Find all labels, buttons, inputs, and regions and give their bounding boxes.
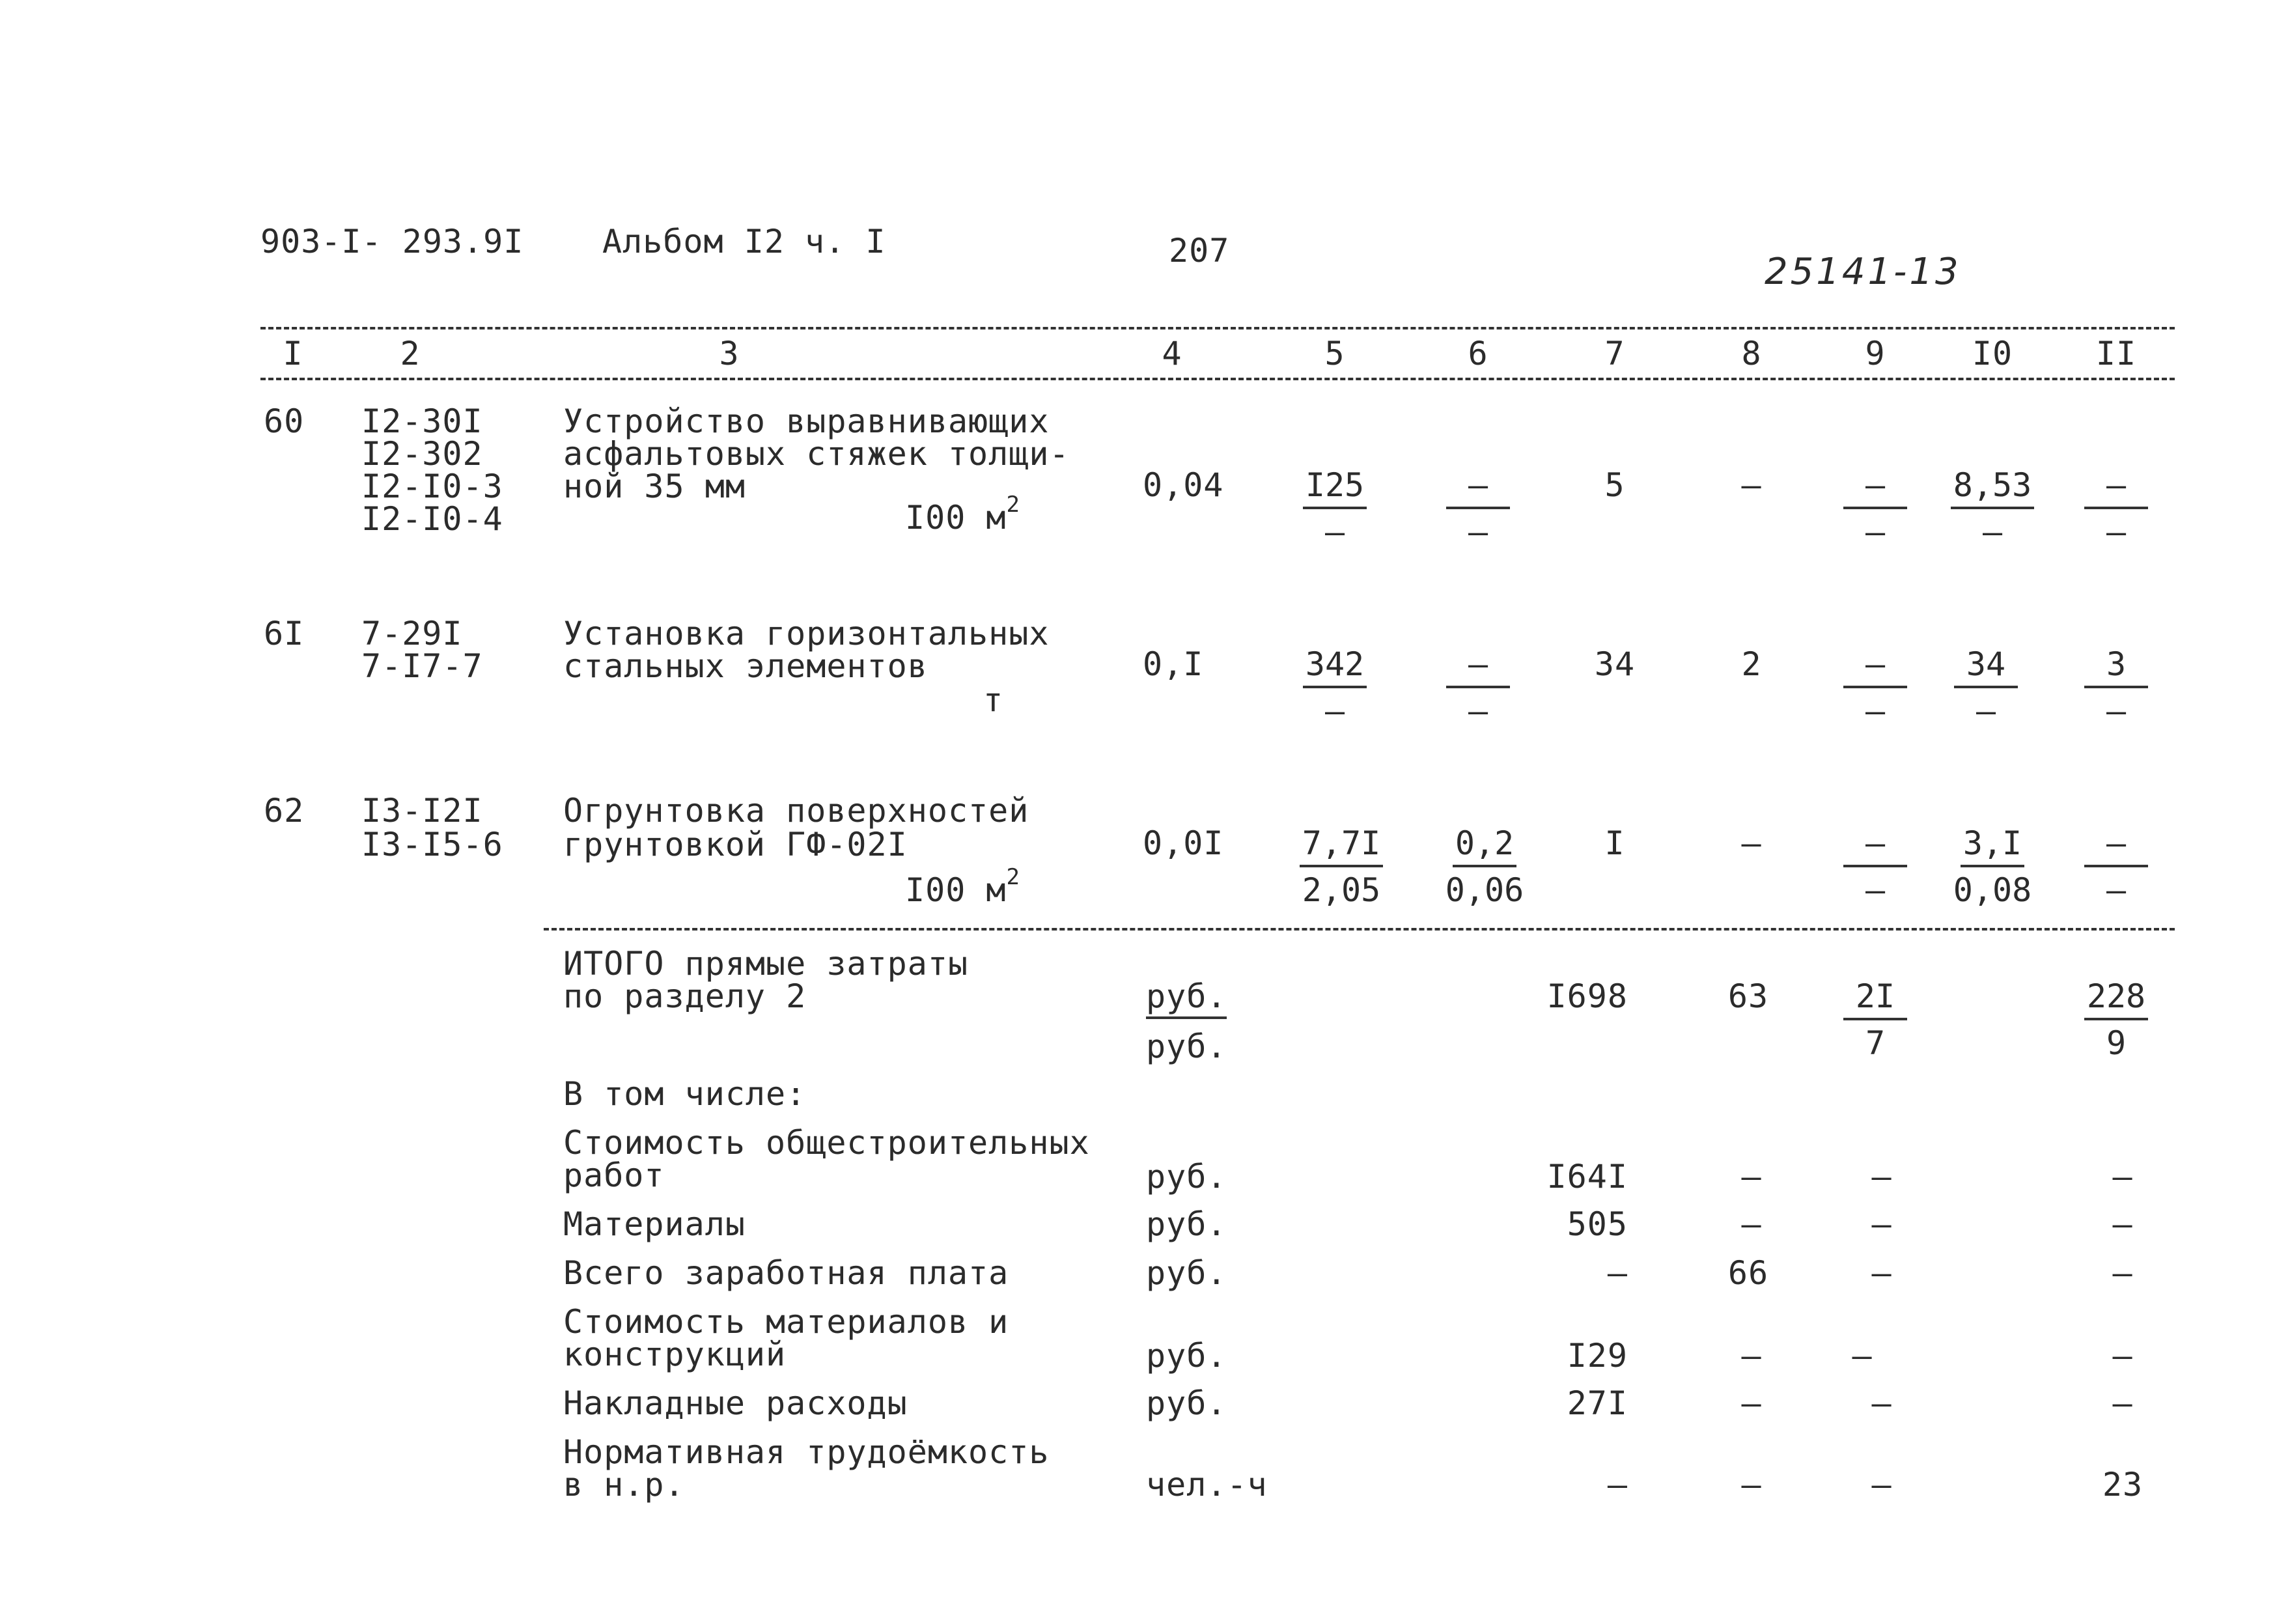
breakdown-unit: руб. (1146, 1337, 1227, 1375)
unit-of-measure: I00 $м^2$ (905, 492, 1020, 537)
col-header-1: I (283, 335, 303, 372)
col-header-10: I0 (1972, 335, 2013, 372)
col5-value: $\frac{7,7I}{2,05}$ (1296, 827, 1387, 906)
norm-code: I3-I5-6 (361, 826, 503, 863)
breakdown-col11: – (2112, 1337, 2133, 1375)
col11-value: – – (2077, 827, 2155, 906)
col10-value: 34 – (1947, 648, 2025, 727)
norm-code: I2-I0-3 (361, 468, 503, 505)
breakdown-label: Материалы (563, 1205, 746, 1243)
norm-code: I2-I0-4 (361, 500, 503, 538)
breakdown-label: Стоимость общестроительных (563, 1124, 1090, 1162)
col-header-8: 8 (1741, 335, 1762, 372)
handwritten-code: 25141-13 (1765, 251, 1961, 293)
row-number: 6I (264, 615, 305, 652)
breakdown-col8: – (1741, 1158, 1762, 1196)
total-label: по разделу 2 (563, 977, 807, 1015)
norm-code: I3-I2I (361, 792, 483, 830)
col8-value: – (1741, 824, 1762, 862)
breakdown-label: Накладные расходы (563, 1384, 908, 1422)
breakdown-label: Стоимость материалов и (563, 1303, 1009, 1341)
document-code: 903-I- 293.9I (260, 223, 524, 260)
breakdown-col9: – (1871, 1466, 1892, 1504)
total-unit: руб. (1146, 980, 1227, 1019)
col-header-7: 7 (1604, 335, 1625, 372)
col-header-5: 5 (1324, 335, 1345, 372)
work-description: грунтовкой ГФ-02I (563, 826, 908, 863)
breakdown-label: конструкций (563, 1336, 787, 1373)
col7-value: 5 (1604, 466, 1625, 504)
breakdown-label: Всего заработная плата (563, 1254, 1009, 1292)
breakdown-col7: – (1607, 1254, 1628, 1292)
col9-value: – – (1836, 827, 1914, 906)
col-header-2: 2 (400, 335, 421, 372)
total-label: ИТОГО прямые затраты (563, 945, 969, 983)
breakdown-col8: – (1741, 1384, 1762, 1422)
quantity: 0,04 (1143, 466, 1224, 504)
breakdown-col11: – (2112, 1384, 2133, 1422)
breakdown-unit: чел.-ч (1146, 1466, 1268, 1504)
breakdown-col9: – (1871, 1205, 1892, 1243)
breakdown-col11: – (2112, 1205, 2133, 1243)
total-divider (544, 928, 2175, 931)
breakdown-unit: руб. (1146, 1254, 1227, 1292)
including-label: В том числе: (563, 1075, 807, 1113)
unit-of-measure: т (983, 681, 1004, 719)
breakdown-col9: – (1871, 1158, 1892, 1196)
breakdown-col7: 27I (1567, 1384, 1628, 1422)
col-header-4: 4 (1162, 335, 1182, 372)
total-col8: 63 (1727, 977, 1769, 1015)
col10-value: 8,53 – (1947, 469, 2038, 548)
total-col7: I698 (1546, 977, 1628, 1015)
col-header-6: 6 (1468, 335, 1488, 372)
col8-value: – (1741, 466, 1762, 504)
header-top-rule (260, 327, 2175, 329)
norm-code: 7-I7-7 (361, 647, 483, 685)
work-description: Установка горизонтальных (563, 615, 1050, 652)
breakdown-col8: 66 (1727, 1254, 1769, 1292)
col6-value: $\frac{0,2}{0,06}$ (1445, 824, 1524, 909)
col9-value: – – (1836, 648, 1914, 727)
col-header-3: 3 (719, 335, 740, 372)
col7-value: 34 (1594, 645, 1636, 683)
breakdown-label: работ (563, 1156, 665, 1194)
row-number: 62 (264, 792, 305, 830)
quantity: 0,0I (1143, 824, 1224, 862)
breakdown-col7: 505 (1567, 1205, 1628, 1243)
col11-value: 3 – (2077, 648, 2155, 727)
breakdown-label: Нормативная трудоёмкость (563, 1433, 1050, 1471)
norm-code: 7-29I (361, 615, 463, 652)
col-header-9: 9 (1865, 335, 1886, 372)
work-description: Устройство выравнивающих (563, 402, 1050, 440)
col5-value: 342 – (1296, 648, 1374, 727)
row-number: 60 (264, 402, 305, 440)
norm-code: I2-302 (361, 435, 483, 473)
col10-value: $\frac{3,I}{0,08}$ (1953, 824, 2032, 909)
breakdown-col9: – (1871, 1254, 1892, 1292)
work-description: асфальтовых стяжек толщи- (563, 435, 1070, 473)
col-header-11: II (2095, 335, 2137, 372)
unit-of-measure: I00 $м^2$ (905, 864, 1020, 909)
breakdown-col11: – (2112, 1254, 2133, 1292)
total-unit: руб. (1146, 1028, 1227, 1065)
breakdown-col7: – (1607, 1466, 1628, 1504)
breakdown-col11: 23 (2102, 1466, 2143, 1504)
breakdown-col7: I64I (1546, 1158, 1628, 1196)
work-description: ной 35 мм (563, 468, 746, 505)
col7-value: I (1604, 824, 1625, 862)
breakdown-col8: – (1741, 1205, 1762, 1243)
col5-value: I25 – (1296, 469, 1374, 548)
col6-value: – – (1439, 469, 1517, 548)
col8-value: 2 (1741, 645, 1762, 683)
col9-value: – – (1836, 469, 1914, 548)
col6-value: – – (1439, 648, 1517, 727)
work-description: стальных элементов (563, 647, 928, 685)
breakdown-col7: I29 (1567, 1337, 1628, 1375)
total-col11: $\frac{228}{9}$ (2077, 980, 2155, 1059)
breakdown-col8: – (1741, 1337, 1762, 1375)
breakdown-col11: – (2112, 1158, 2133, 1196)
norm-code: I2-30I (361, 402, 483, 440)
col11-value: – – (2077, 469, 2155, 548)
breakdown-col8: – (1741, 1466, 1762, 1504)
breakdown-label: в н.р. (563, 1466, 685, 1504)
breakdown-col9: – (1871, 1384, 1892, 1422)
breakdown-unit: руб. (1146, 1205, 1227, 1243)
breakdown-unit: руб. (1146, 1384, 1227, 1422)
breakdown-unit: руб. (1146, 1158, 1227, 1196)
work-description: Огрунтовка поверхностей (563, 792, 1029, 830)
album-label: Альбом I2 ч. I (602, 223, 886, 260)
breakdown-col9: – (1852, 1337, 1873, 1375)
total-col9: $\frac{2I}{7}$ (1836, 980, 1914, 1059)
quantity: 0,I (1143, 645, 1204, 683)
header-bottom-rule (260, 378, 2175, 380)
page-number: 207 (1169, 232, 1230, 270)
